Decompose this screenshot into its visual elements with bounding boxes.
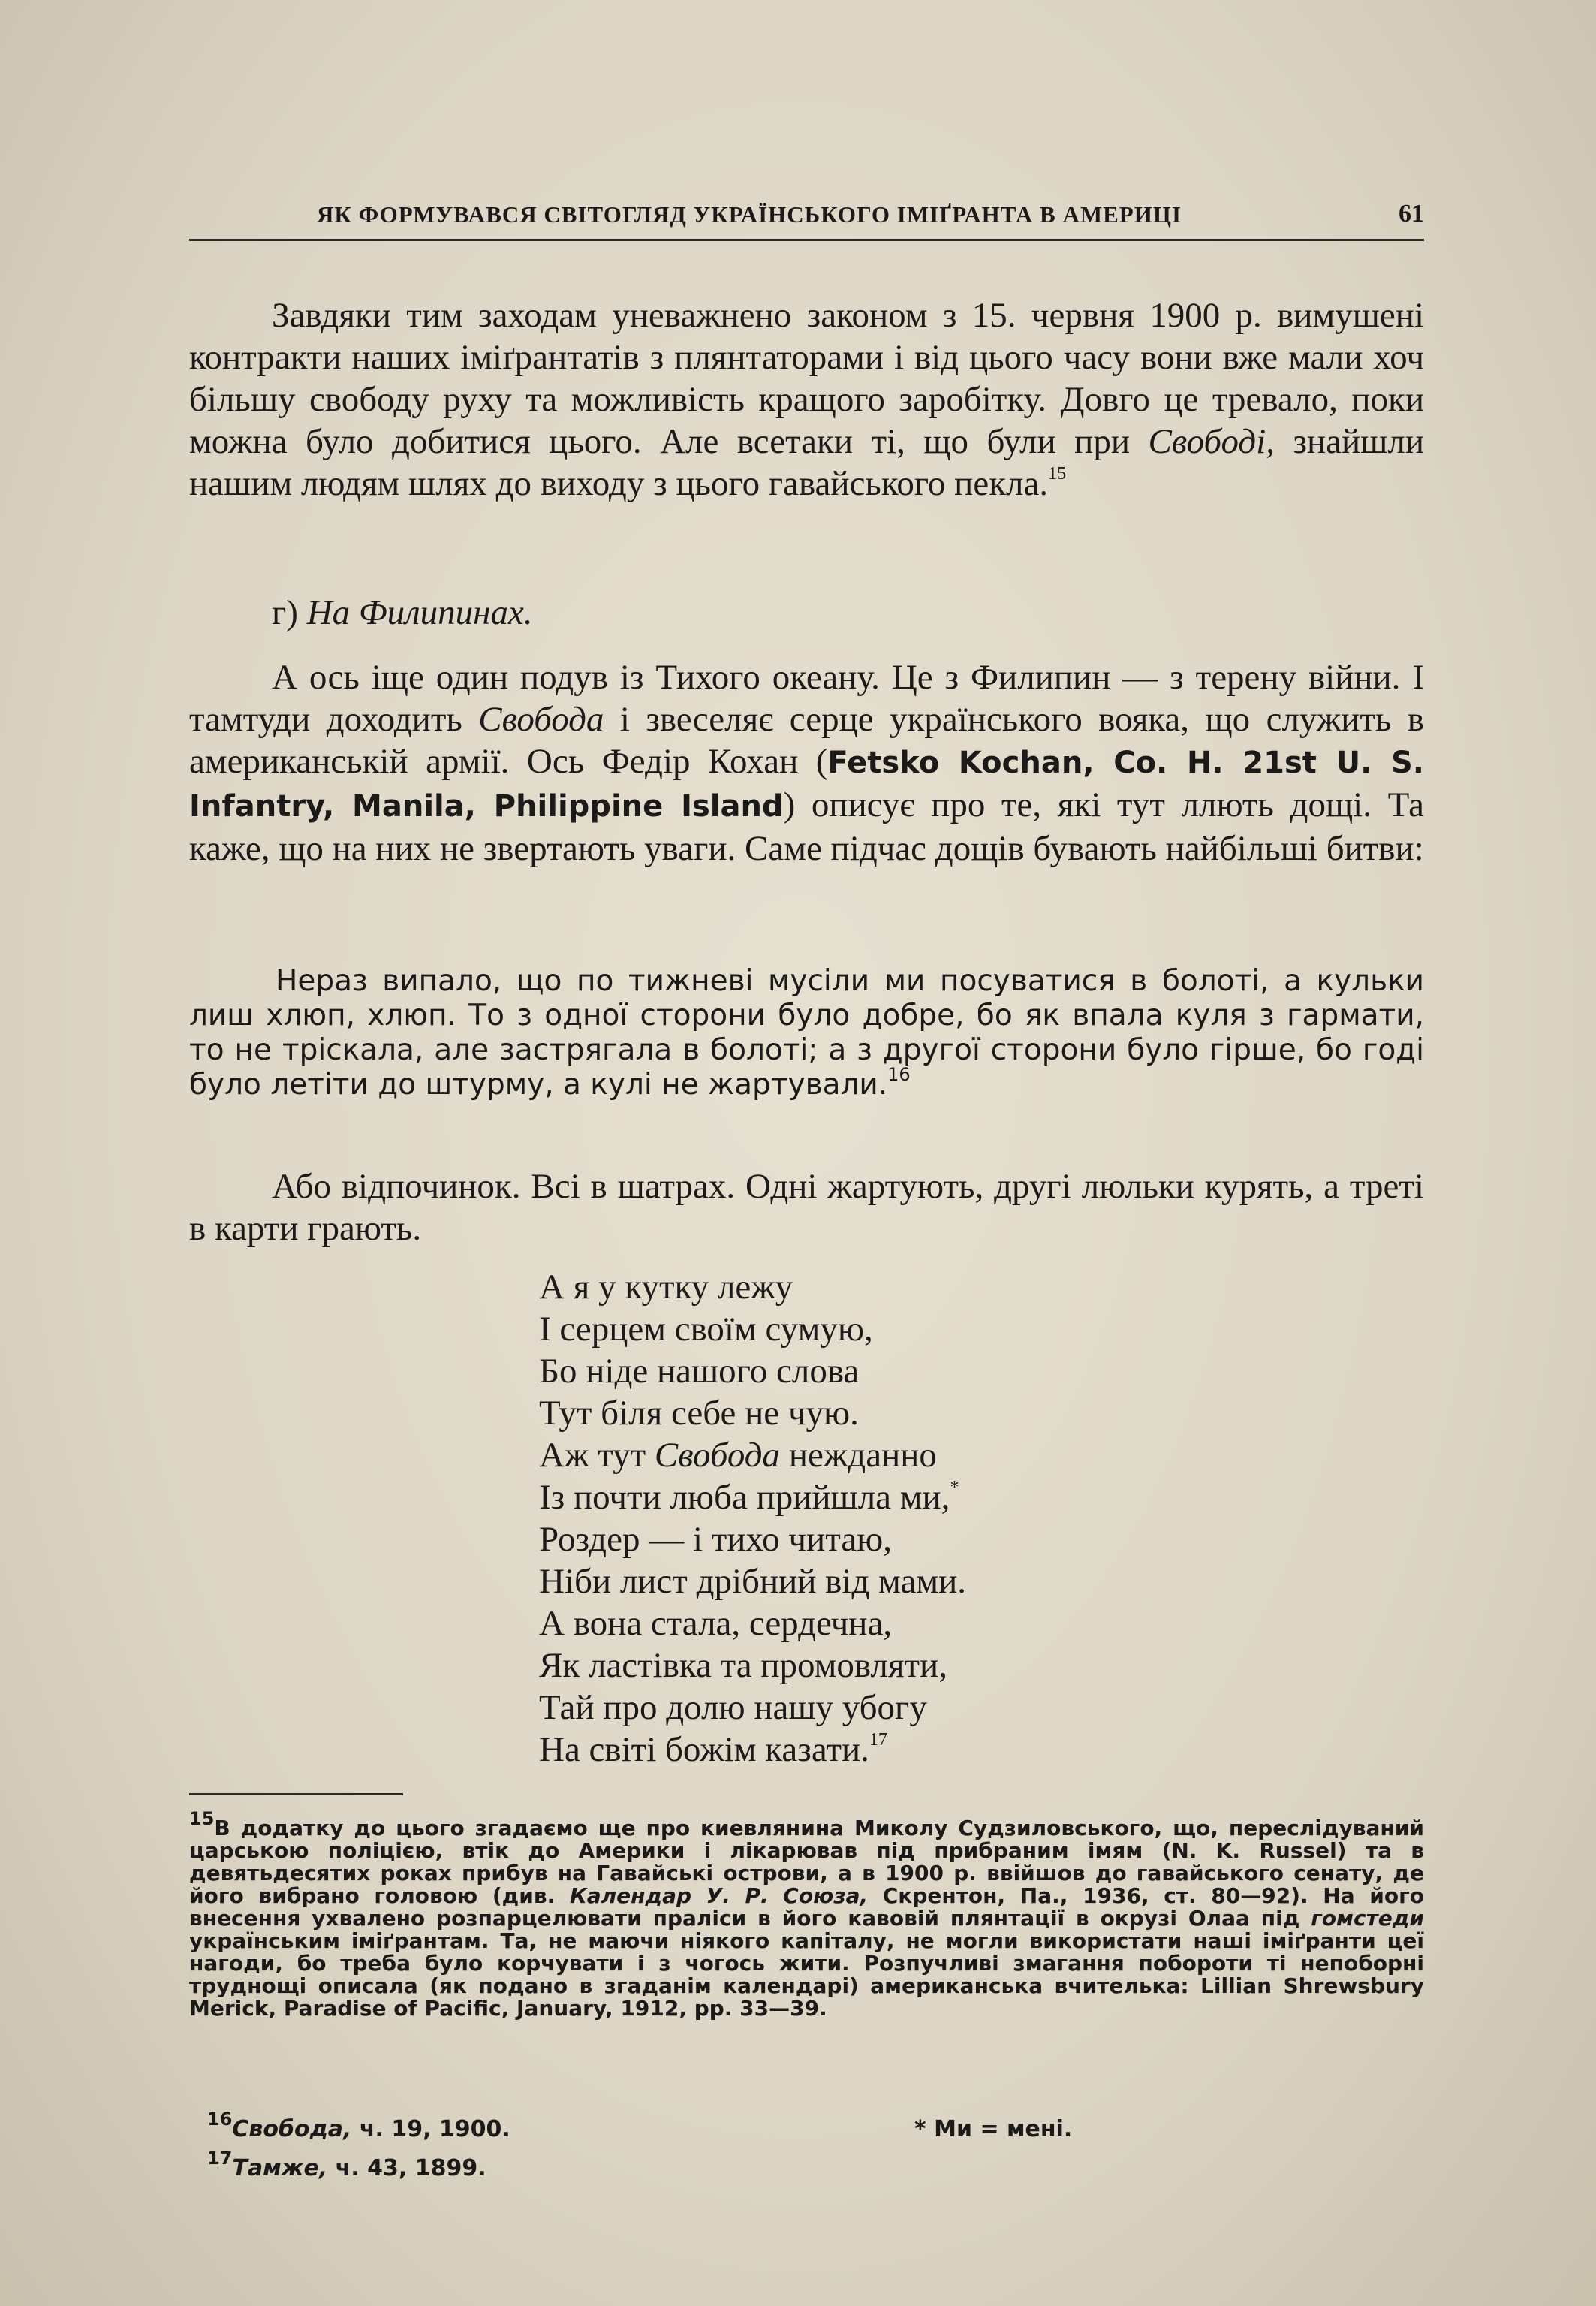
poem-line: Із почти люба прийшла ми,* bbox=[539, 1478, 959, 1517]
poem-line: Роздер — і тихо читаю, bbox=[539, 1520, 893, 1559]
footnote-ref-17: 17 bbox=[869, 1730, 887, 1750]
poem-line: І серцем своїм сумую, bbox=[539, 1310, 873, 1349]
newspaper-name: Свободі, bbox=[1148, 422, 1275, 461]
footnote-star: * Ми = мені. bbox=[914, 2116, 1073, 2142]
subheading-marker: г) bbox=[272, 593, 298, 632]
section-subheading bbox=[272, 592, 533, 634]
footnote-17: $^{17}$Тамже, ч. 43, 1899. bbox=[207, 2148, 486, 2181]
poem-line: А я у кутку лежу bbox=[539, 1268, 793, 1307]
footnote-ref-15: 15 bbox=[1048, 464, 1067, 484]
poem-line: Ніби лист дрібний від мами. bbox=[539, 1562, 967, 1601]
poem-line: Тай про долю нашу убогу bbox=[539, 1688, 927, 1727]
poem-line: Аж тут Свобода нежданно bbox=[539, 1436, 937, 1475]
footnote-16: $^{16}$Свобода, ч. 19, 1900. bbox=[207, 2109, 510, 2142]
paragraph-hawaii-conclusion: Завдяки тим заходам уневажнено законом з 15. червня 1900 р. вимушені контракти наших іміґрантатів з плянтаторами і від цього часу вони вже мали хоч більшу свободу руху та можливість кращого заробітку. Довго це тревало, поки можна було добитися цього. Але всетаки ті, що були при Свободі, знайшли нашим людям шлях до виходу з цього гавайського пекла.$^{15}$ bbox=[189, 296, 1425, 503]
subheading-title: На Филипинах. bbox=[306, 593, 533, 632]
footnote-ref-16: 16 bbox=[887, 1064, 911, 1085]
header-title: ЯК ФОРМУВАВСЯ СВІТОГЛЯД УКРАЇНСЬКОГО ІМІҐРАНТА В АМЕРИЦІ bbox=[317, 201, 1182, 228]
newspaper-name: Свобода bbox=[654, 1436, 781, 1475]
footnote-number: 17 bbox=[207, 2148, 233, 2169]
poem-line: Як ластівка та промовляти, bbox=[539, 1646, 947, 1685]
page-number: 61 bbox=[1399, 200, 1424, 228]
paragraph-philippines: А ось іще один подув із Тихого океану. Це з Филипин — з терену війни. І тамтуди доходить Свобода і звеселяє серце українського вояка, що служить в американській армії. Ось Федір Кохан (Fetsko Kochan, Co. H. 21st U. S. Infantry, Manila, Philippine Island) описує про те, які тут ллють дощі. Та каже, що на них не звертають уваги. Саме підчас дощів бувають найбільші битви: bbox=[189, 658, 1424, 868]
running-header bbox=[189, 194, 1424, 241]
poem-line: Тут біля себе не чую. bbox=[539, 1394, 859, 1433]
poem-line: Бо ніде нашого слова bbox=[539, 1352, 860, 1391]
footnote-number: 16 bbox=[207, 2109, 233, 2130]
footnote-number: 15 bbox=[189, 1807, 215, 1829]
poem-line: На світі божім казати.$^{17}$ bbox=[539, 1730, 887, 1769]
star-ref: * bbox=[950, 1478, 959, 1498]
paragraph-rest: Або відпочинок. Всі в шатрах. Одні жартують, другі люльки курять, а треті в карти грають. bbox=[189, 1167, 1424, 1248]
footnote-15: $^{15}$В додатку до цього згадаємо ще про киевлянина Миколу Судзиловського, що, переслідуваний царською поліцією, втік до Америки і лікарював під прибраним імям (N. K. Russel) та в девятьдесятих роках прибув на Гавайські острови, а в 1900 р. ввійшов до гавайського сенату, де його вибрано головою (див. Календар У. Р. Союза, Скрентон, Па., 1936, ст. 80—92). На його внесення ухвалено розпарцелювати праліси в його кавовій плянтації в окрузі Олаа під гомстеди українським іміґрантам. Та, не маючи ніякого капіталу, не могли використати наші іміґранти цеї нагоди, бо треба було корчувати і з чогось жити. Розпучливі змагання побороти ті непоборні труднощі описала (як подано в згаданім календарі) американська вчителька: Lillian Shrewsbury Merick, Paradise of Pacific, January, 1912, pp. 33—39. bbox=[189, 1807, 1424, 2021]
footnote-divider bbox=[189, 1793, 403, 1795]
latin-address: Fetsko Kochan, Co. H. 21st U. S. Infantry, Manila, Philippine Island bbox=[189, 746, 1424, 824]
poem-line: А вона стала, сердечна, bbox=[539, 1604, 893, 1643]
newspaper-name: Свобода bbox=[478, 700, 604, 739]
poem bbox=[539, 1266, 966, 1771]
block-quote: Нераз випало, що по тижневі мусіли ми посуватися в болоті, а кульки лиш хлюп, хлюп. То з одної сторони було добре, бо як впала куля з гармати, то не тріскала, але застрягала в болоті; а з другої сторони було гірше, бо годі було летіти до штурму, а кулі не жартували.$^{16}$ bbox=[189, 964, 1424, 1102]
